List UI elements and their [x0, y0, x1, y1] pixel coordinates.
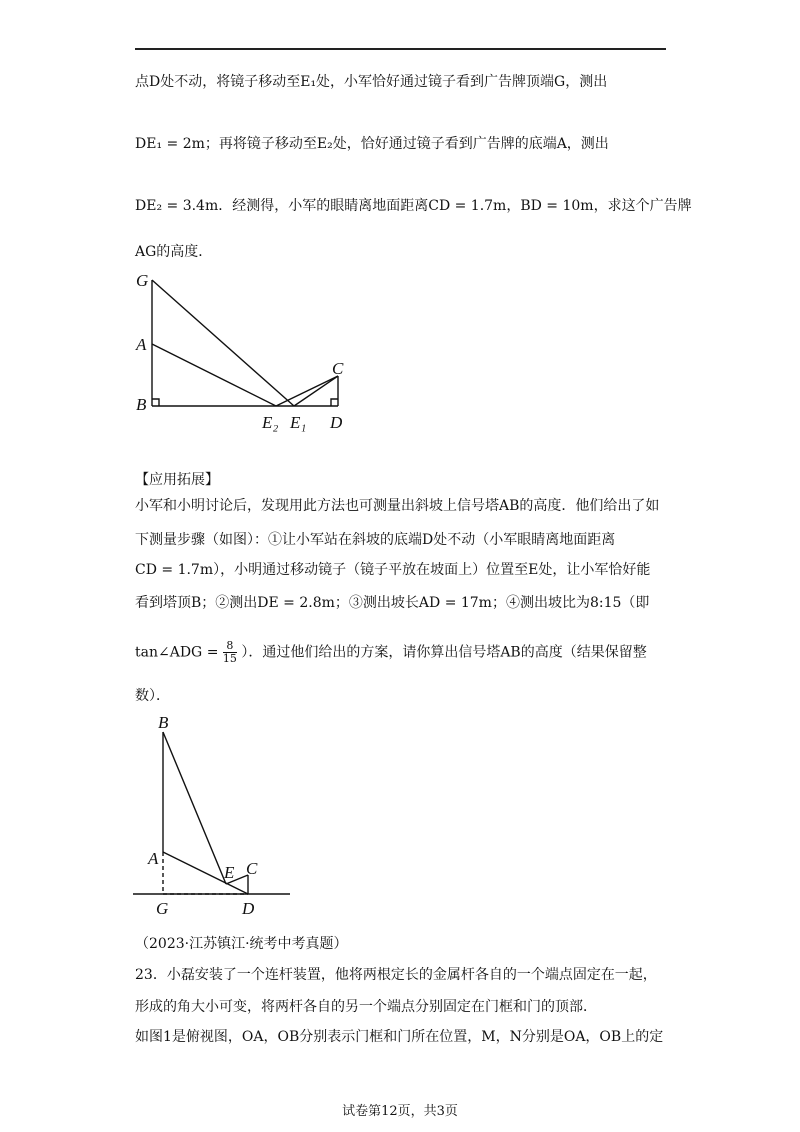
right-angle-mark-B	[152, 399, 159, 406]
sightline-E2C	[276, 376, 338, 406]
p22-line-1: 点D处不动，将镜子移动至E₁处，小军恰好通过镜子看到广告牌顶端G，测出	[135, 74, 608, 90]
p22-line-4: AG的高度．	[135, 244, 213, 260]
label-B2: B	[158, 713, 169, 732]
fraction-denominator: 15	[222, 652, 237, 665]
label-A2: A	[148, 849, 159, 868]
label-B: B	[136, 395, 147, 414]
source-citation: （2023·江苏镇江·统考中考真题）	[135, 936, 348, 952]
fraction-numerator: 8	[223, 640, 237, 653]
figure-2-signal-tower	[130, 712, 300, 922]
sightline-BE	[163, 732, 226, 884]
slope-line-AD	[163, 852, 248, 894]
extension-line-2: 下测量步骤（如图）：①让小军站在斜坡的底端D处不动（小军眼睛离地面距离	[135, 532, 616, 548]
label-G: G	[136, 271, 149, 290]
label-C: C	[332, 359, 344, 378]
extension-line-5-rest: ）．通过他们给出的方案，请你算出信号塔AB的高度（结果保留整	[241, 644, 647, 661]
tan-expression: tan∠ADG =	[135, 644, 219, 661]
label-C2: C	[246, 859, 258, 878]
extension-line-1: 小军和小明讨论后，发现用此方法也可测量出斜坡上信号塔AB的高度．他们给出了如	[135, 498, 660, 514]
figure-1-reflection	[130, 262, 360, 437]
p22-line-3: DE₂ = 3.4m．经测得，小军的眼睛离地面距离CD = 1.7m，BD = 10m，求这个广告牌	[135, 198, 692, 214]
label-G2: G	[156, 899, 169, 918]
header-rule	[135, 48, 666, 50]
label-E: E	[224, 863, 235, 882]
extension-line-5	[135, 640, 647, 665]
extension-heading: 【应用拓展】	[135, 472, 219, 488]
label-A: A	[136, 335, 147, 354]
right-angle-mark-D	[331, 399, 338, 406]
p23-line-2: 形成的角大小可变，将两杆各自的另一个端点分别固定在门框和门的顶部．	[135, 999, 597, 1015]
page-footer: 试卷第12页，共3页	[342, 1104, 458, 1119]
label-E2: E₂	[262, 413, 279, 432]
p23-line-1: 23．小磊安装了一个连杆装置，他将两根定长的金属杆各自的一个端点固定在一起，	[135, 967, 657, 983]
sightline-AE2	[152, 344, 276, 406]
p23-line-3: 如图1是俯视图，OA，OB分别表示门框和门所在位置，M，N分别是OA，OB上的定	[135, 1029, 664, 1045]
extension-line-4: 看到塔顶B；②测出DE = 2.8m；③测出坡长AD = 17m；④测出坡比为8:15（即	[135, 595, 650, 611]
p22-line-2: DE₁ = 2m；再将镜子移动至E₂处，恰好通过镜子看到广告牌的底端A，测出	[135, 136, 609, 152]
sightline-GE1	[152, 280, 294, 406]
extension-line-3: CD = 1.7m），小明通过移动镜子（镜子平放在坡面上）位置至E处，让小军恰好能	[135, 562, 651, 578]
fraction-8-15	[223, 640, 237, 665]
label-D2: D	[242, 899, 255, 918]
label-D: D	[330, 413, 343, 432]
label-E1: E₁	[290, 413, 307, 432]
extension-line-6: 数）．	[135, 688, 170, 704]
